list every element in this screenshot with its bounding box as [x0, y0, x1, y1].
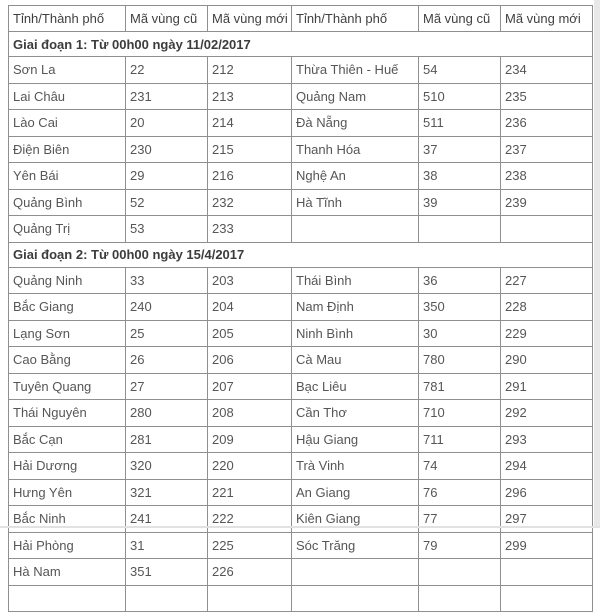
old-code-cell: 74	[419, 453, 501, 480]
section-header-row-phase1	[9, 32, 593, 57]
table-row	[9, 532, 593, 559]
table-row	[9, 110, 593, 137]
old-code-cell: 26	[126, 347, 208, 374]
old-code-cell: 29	[126, 163, 208, 190]
province-cell: Điện Biên	[9, 136, 126, 163]
new-code-cell: 212	[208, 57, 292, 84]
new-code-cell: 209	[208, 426, 292, 453]
new-code-cell: 232	[208, 189, 292, 216]
new-code-cell	[501, 216, 593, 243]
table-row	[9, 347, 593, 374]
new-code-cell: 214	[208, 110, 292, 137]
new-code-cell: 203	[208, 267, 292, 294]
table-row	[9, 136, 593, 163]
province-cell: Tuyên Quang	[9, 373, 126, 400]
old-code-cell: 22	[126, 57, 208, 84]
old-code-cell: 510	[419, 83, 501, 110]
old-code-cell: 79	[419, 532, 501, 559]
old-code-cell: 320	[126, 453, 208, 480]
province-cell: Thừa Thiên - Huế	[292, 57, 419, 84]
old-code-cell: 33	[126, 267, 208, 294]
table-row	[9, 400, 593, 427]
new-code-cell: 221	[208, 479, 292, 506]
old-code-cell: 76	[419, 479, 501, 506]
section-header-row-phase2	[9, 242, 593, 267]
table-row	[9, 559, 593, 586]
old-code-cell: 781	[419, 373, 501, 400]
table-row	[9, 57, 593, 84]
table-row	[9, 163, 593, 190]
table-row	[9, 453, 593, 480]
old-code-cell: 38	[419, 163, 501, 190]
province-cell: Bạc Liêu	[292, 373, 419, 400]
province-cell	[292, 216, 419, 243]
province-cell: Trà Vinh	[292, 453, 419, 480]
old-code-cell: 281	[126, 426, 208, 453]
old-code-cell: 240	[126, 294, 208, 321]
new-code-cell: 220	[208, 453, 292, 480]
province-cell: Hưng Yên	[9, 479, 126, 506]
province-cell: Sơn La	[9, 57, 126, 84]
column-header-province-right: Tỉnh/Thành phố	[292, 6, 419, 32]
old-code-cell	[126, 585, 208, 612]
old-code-cell: 241	[126, 506, 208, 533]
new-code-cell: 227	[501, 267, 593, 294]
old-code-cell: 52	[126, 189, 208, 216]
old-code-cell: 710	[419, 400, 501, 427]
new-code-cell: 293	[501, 426, 593, 453]
old-code-cell: 53	[126, 216, 208, 243]
province-cell	[292, 559, 419, 586]
province-cell: Quảng Ninh	[9, 267, 126, 294]
new-code-cell: 290	[501, 347, 593, 374]
new-code-cell: 204	[208, 294, 292, 321]
old-code-cell: 280	[126, 400, 208, 427]
old-code-cell: 31	[126, 532, 208, 559]
new-code-cell: 239	[501, 189, 593, 216]
table-row	[9, 479, 593, 506]
province-cell: Nam Định	[292, 294, 419, 321]
province-cell: Cao Bằng	[9, 347, 126, 374]
old-code-cell: 30	[419, 320, 501, 347]
column-header-province-left: Tỉnh/Thành phố	[9, 6, 126, 32]
province-cell: Lào Cai	[9, 110, 126, 137]
column-header-old-code-left: Mã vùng cũ	[126, 6, 208, 32]
new-code-cell: 236	[501, 110, 593, 137]
old-code-cell: 321	[126, 479, 208, 506]
old-code-cell: 231	[126, 83, 208, 110]
new-code-cell: 294	[501, 453, 593, 480]
province-cell	[292, 585, 419, 612]
new-code-cell: 291	[501, 373, 593, 400]
province-cell: Hà Nam	[9, 559, 126, 586]
new-code-cell	[501, 559, 593, 586]
old-code-cell: 511	[419, 110, 501, 137]
old-code-cell: 780	[419, 347, 501, 374]
section-title: Giai đoạn 1: Từ 00h00 ngày 11/02/2017	[9, 32, 593, 57]
old-code-cell: 25	[126, 320, 208, 347]
province-cell: Thái Nguyên	[9, 400, 126, 427]
province-cell: Hải Dương	[9, 453, 126, 480]
old-code-cell: 711	[419, 426, 501, 453]
area-code-table	[8, 5, 593, 612]
old-code-cell: 39	[419, 189, 501, 216]
header-row	[9, 6, 593, 32]
new-code-cell: 228	[501, 294, 593, 321]
new-code-cell: 206	[208, 347, 292, 374]
section-title: Giai đoạn 2: Từ 00h00 ngày 15/4/2017	[9, 242, 593, 267]
table-row	[9, 506, 593, 533]
province-cell: Thái Bình	[292, 267, 419, 294]
province-cell: Lạng Sơn	[9, 320, 126, 347]
table-row	[9, 373, 593, 400]
province-cell: Ninh Bình	[292, 320, 419, 347]
new-code-cell	[501, 585, 593, 612]
province-cell: Cần Thơ	[292, 400, 419, 427]
province-cell: Sóc Trăng	[292, 532, 419, 559]
old-code-cell: 351	[126, 559, 208, 586]
new-code-cell: 297	[501, 506, 593, 533]
old-code-cell: 350	[419, 294, 501, 321]
new-code-cell: 222	[208, 506, 292, 533]
old-code-cell: 230	[126, 136, 208, 163]
province-cell: Hậu Giang	[292, 426, 419, 453]
new-code-cell: 215	[208, 136, 292, 163]
province-cell: Quảng Bình	[9, 189, 126, 216]
new-code-cell: 207	[208, 373, 292, 400]
new-code-cell: 205	[208, 320, 292, 347]
new-code-cell: 237	[501, 136, 593, 163]
table-row	[9, 83, 593, 110]
old-code-cell: 20	[126, 110, 208, 137]
province-cell: Bắc Ninh	[9, 506, 126, 533]
province-cell: Bắc Cạn	[9, 426, 126, 453]
new-code-cell: 299	[501, 532, 593, 559]
province-cell: Hải Phòng	[9, 532, 126, 559]
table-row	[9, 426, 593, 453]
province-cell: Hà Tĩnh	[292, 189, 419, 216]
old-code-cell	[419, 559, 501, 586]
table-row	[9, 267, 593, 294]
province-cell: Lai Châu	[9, 83, 126, 110]
column-header-old-code-right: Mã vùng cũ	[419, 6, 501, 32]
table-row	[9, 294, 593, 321]
page-edge-strip-right	[594, 0, 600, 528]
province-cell: Yên Bái	[9, 163, 126, 190]
old-code-cell	[419, 585, 501, 612]
new-code-cell: 296	[501, 479, 593, 506]
new-code-cell: 229	[501, 320, 593, 347]
new-code-cell: 238	[501, 163, 593, 190]
province-cell: Bắc Giang	[9, 294, 126, 321]
new-code-cell: 216	[208, 163, 292, 190]
old-code-cell: 27	[126, 373, 208, 400]
province-cell: Nghệ An	[292, 163, 419, 190]
table-row-clipped	[9, 585, 593, 612]
new-code-cell: 226	[208, 559, 292, 586]
old-code-cell: 37	[419, 136, 501, 163]
new-code-cell: 213	[208, 83, 292, 110]
province-cell: Cà Mau	[292, 347, 419, 374]
old-code-cell	[419, 216, 501, 243]
table-row	[9, 216, 593, 243]
new-code-cell: 233	[208, 216, 292, 243]
new-code-cell	[208, 585, 292, 612]
province-cell: Kiên Giang	[292, 506, 419, 533]
province-cell: Quảng Trị	[9, 216, 126, 243]
new-code-cell: 234	[501, 57, 593, 84]
old-code-cell: 36	[419, 267, 501, 294]
new-code-cell: 208	[208, 400, 292, 427]
column-header-new-code-right: Mã vùng mới	[501, 6, 593, 32]
new-code-cell: 235	[501, 83, 593, 110]
table-row	[9, 320, 593, 347]
new-code-cell: 225	[208, 532, 292, 559]
old-code-cell: 54	[419, 57, 501, 84]
province-cell	[9, 585, 126, 612]
column-header-new-code-left: Mã vùng mới	[208, 6, 292, 32]
province-cell: Thanh Hóa	[292, 136, 419, 163]
table-row	[9, 189, 593, 216]
new-code-cell: 292	[501, 400, 593, 427]
province-cell: An Giang	[292, 479, 419, 506]
province-cell: Đà Nẵng	[292, 110, 419, 137]
province-cell: Quảng Nam	[292, 83, 419, 110]
old-code-cell: 77	[419, 506, 501, 533]
